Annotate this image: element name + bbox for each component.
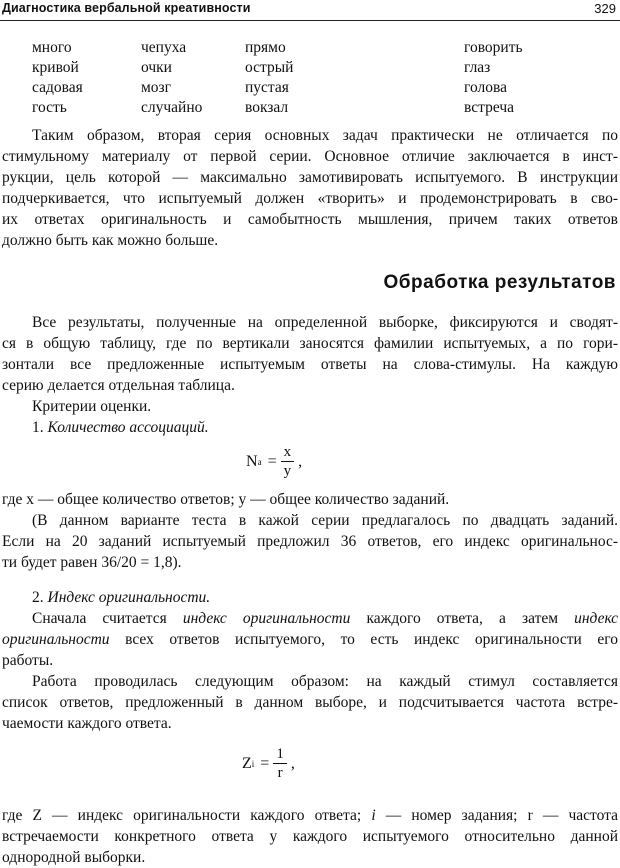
word: прямо — [245, 39, 286, 56]
paragraph-second-series: Таким образом, вторая серия основных задач практически не отличается по стимульному материалу от первой серии. Основное отличие заключается в инст- рукции, цель которой — максимально замотивировать испытуемого. В инструкции подчеркивается, что испытуемый должен «творить» и продемонстрировать в сво- их ответах оригинальность и самобытность мышления, причем таких ответов должно быть как можно больше. — [2, 127, 618, 249]
word: кривой — [32, 59, 79, 76]
word: острый — [245, 59, 294, 76]
word-row — [32, 38, 592, 58]
paragraph-formula1-desc: где x — общее количество ответов; y — общее количество заданий. (В данном варианте теста в кажой серии предлагалось по двадцать заданий. Если на 20 заданий испытуемый предложил 36 ответов, его индекс оригинальнос- ти будет равен 36/20 = 1,8). — [2, 491, 618, 571]
criteria-label: Критерии оценки. — [32, 398, 152, 415]
word-row — [32, 98, 592, 118]
word: мозг — [141, 79, 172, 96]
paragraph-originality: 2. Индекс оригинальности. Сначала считается индекс оригинальности каждого ответа, а затем индекс оригинальности всех ответов испытуемого, то есть индекс оригинальности его работы. Работа проводилась следующим образом: на каждый стимул составляется список ответов, предложенный в данном выборе, и подсчитывается частота встре- чаемости каждого ответа. — [2, 589, 618, 732]
word: очки — [141, 59, 172, 76]
stimulus-word-table — [32, 38, 592, 118]
criterion-2: 2. Индекс оригинальности. — [32, 589, 211, 606]
word: садовая — [32, 79, 83, 96]
paragraph-formula2-desc: где Z — индекс оригинальности каждого ответа; i — номер задания; r — частота встречаемости конкретного ответа у каждого испытуемого относительно данной однородной выборки. — [2, 807, 619, 866]
word: случайно — [141, 99, 203, 116]
word: чепуха — [141, 39, 187, 56]
paragraph-results: Все результаты, полученные на определенной выборке, фиксируются и сводят- ся в общую таблицу, где по вертикали заносятся фамилии испытуемых, а по гори- зонтали все предложенные испытуемым ответы на слова-стимулы. На каждую серию делается отдельная таблица. Критерии оценки. 1. Количество ассоциаций. — [2, 314, 618, 436]
fraction: $\frac{x}{y}$ — [281, 444, 295, 479]
formula-associations: N a = $\frac{x}{y}$ , — [246, 444, 303, 479]
running-header — [0, 0, 620, 21]
criterion-1: 1. Количество ассоциаций. — [32, 419, 209, 436]
word: много — [32, 39, 72, 56]
word: глаз — [464, 59, 491, 76]
word: говорить — [464, 39, 523, 56]
word: пустая — [245, 79, 289, 96]
word-row — [32, 58, 592, 78]
page-number: 329 — [594, 1, 616, 16]
fraction: $\frac{1}{r}$ — [273, 746, 287, 781]
word: голова — [464, 79, 507, 96]
section-heading: Обработка результатов — [383, 272, 616, 293]
word: гость — [32, 99, 67, 116]
word-row — [32, 78, 592, 98]
word: встреча — [464, 99, 514, 116]
word: вокзал — [245, 99, 289, 116]
formula-originality-index: Z i = $\frac{1}{r}$ , — [242, 746, 295, 781]
running-title: Диагностика вербальной креативности — [2, 1, 251, 15]
